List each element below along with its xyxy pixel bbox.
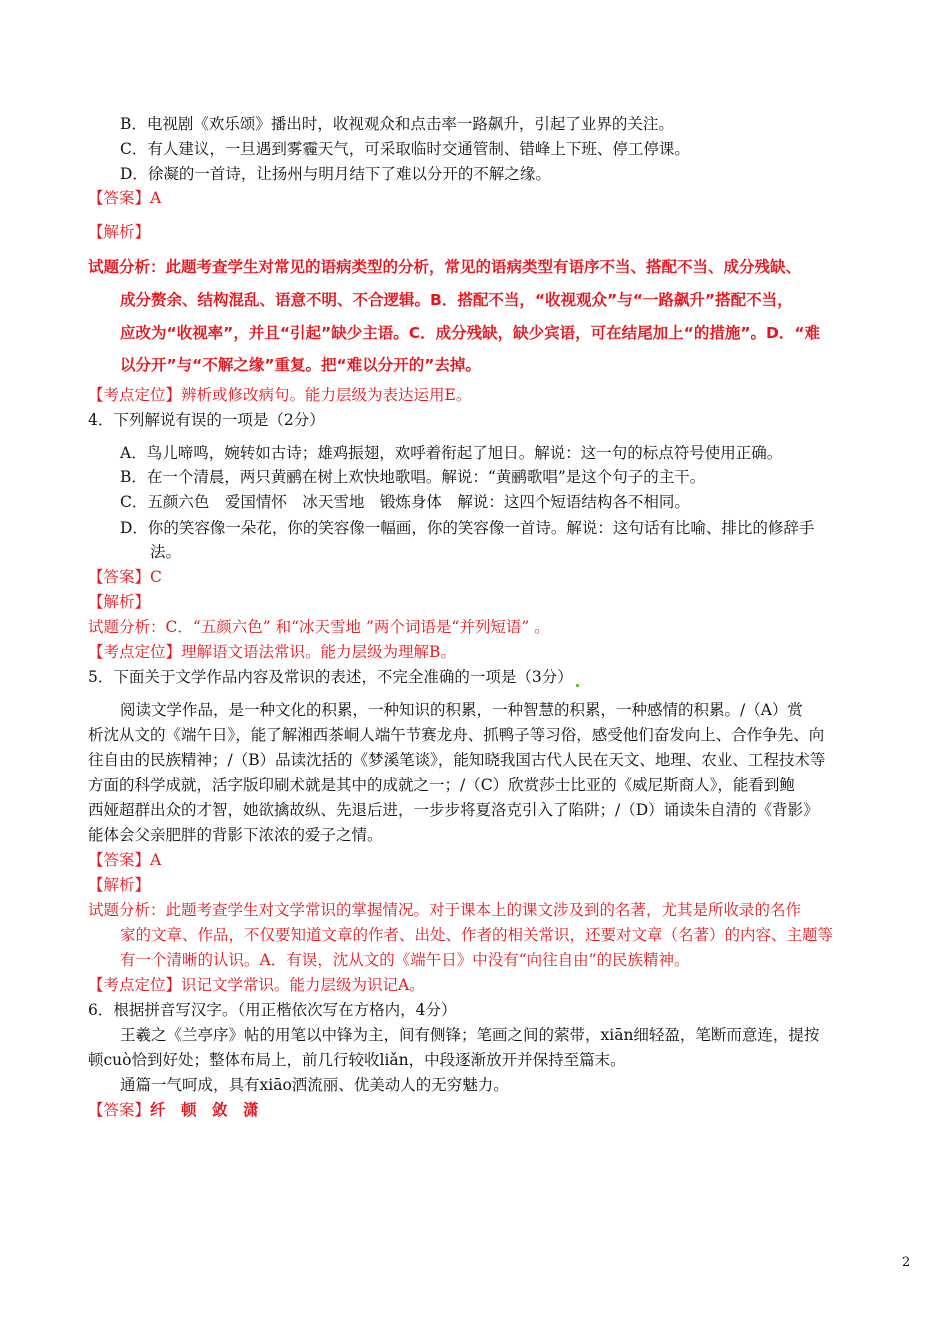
q6-stem: 6．根据拼音写汉字。（用正楷依次写在方格内，4分） bbox=[88, 1001, 457, 1019]
kaodian-label: 【考点定位】 bbox=[88, 976, 182, 994]
q4-analysis-label: 【解析】 bbox=[88, 593, 151, 611]
q3-analysis-line-4: 以分开”与“不解之缘”重复。把“难以分开的”去掉。 bbox=[120, 356, 481, 374]
answer-value: A bbox=[150, 189, 162, 207]
q3-analysis-line-3: 应改为“收视率”，并且“引起”缺少主语。C．成分残缺，缺少宾语，可在结尾加上“的措施”。D．“难 bbox=[120, 324, 821, 342]
q5-passage-line-2: 析沈从文的《端午日》，能了解湘西茶峒人端午节赛龙舟、抓鸭子等习俗，感受他们奋发向上、合作争先、向 bbox=[88, 726, 825, 744]
q5-analysis-line-3: 有一个清晰的认识。A．有误，沈从文的《端午日》中没有“向往自由”的民族精神。 bbox=[120, 951, 690, 969]
q4-option-b: B．在一个清晨，两只黄鹂在树上欢快地歌唱。解说：“黄鹂歌唱”是这个句子的主干。 bbox=[120, 468, 706, 486]
answer-label: 【答案】 bbox=[88, 1101, 151, 1119]
q5-passage-line-5: 西娅超群出众的才智，她欲擒故纵、先退后进，一步步将夏洛克引入了陷阱；/（D）诵读朱自清的《背影》 bbox=[88, 801, 819, 819]
q5-analysis-line-2: 家的文章、作品，不仅要知道文章的作者、出处、作者的相关常识，还要对文章（名著）的内容、主题等 bbox=[120, 926, 834, 944]
q6-passage-line-2: 顿cuò恰到好处；整体布局上，前几行较收liǎn，中段逐渐放开并保持至篇末。 bbox=[88, 1051, 626, 1069]
kaodian-label: 【考点定位】 bbox=[88, 643, 182, 661]
answer-label: 【答案】 bbox=[88, 568, 151, 586]
q5-passage-line-3: 往自由的民族精神；/（B）品读沈括的《梦溪笔谈》，能知晓我国古代人民在天文、地理、农业、工程技术等 bbox=[88, 751, 826, 769]
q3-answer bbox=[88, 188, 161, 208]
q6-passage-line-3: 通篇一气呵成，具有xiāo洒流丽、优美动人的无穷魅力。 bbox=[120, 1076, 509, 1094]
q5-stem-text: 5．下面关于文学作品内容及常识的表述，不完全准确的一项是（3分） bbox=[88, 668, 573, 686]
q5-passage-line-4: 方面的科学成就，活字版印刷术就是其中的成就之一；/（C）欣赏莎士比亚的《威尼斯商人》，能看到鲍 bbox=[88, 776, 795, 794]
q3-kaodian bbox=[88, 385, 471, 405]
q4-option-d-line-1: D．你的笑容像一朵花，你的笑容像一幅画，你的笑容像一首诗。解说：这句话有比喻、排比的修辞手 bbox=[120, 519, 815, 537]
kaodian-value: 辨析或修改病句。能力层级为表达运用E。 bbox=[181, 386, 472, 404]
q5-answer bbox=[88, 850, 161, 870]
q4-option-d-line-2: 法。 bbox=[150, 543, 182, 561]
answer-value: 纤 顿 敛 潇 bbox=[150, 1101, 259, 1119]
kaodian-value: 理解语文语法常识。能力层级为理解B。 bbox=[181, 643, 456, 661]
green-dot-mark bbox=[576, 684, 579, 687]
q5-kaodian bbox=[88, 975, 425, 995]
q3-option-c: C．有人建议，一旦遇到雾霾天气，可采取临时交通管制、错峰上下班、停工停课。 bbox=[120, 140, 690, 158]
page-number: 2 bbox=[902, 1255, 911, 1270]
q4-option-c: C．五颜六色 爱国情怀 冰天雪地 锻炼身体 解说：这四个短语结构各不相同。 bbox=[120, 493, 690, 511]
q5-passage-line-1: 阅读文学作品，是一种文化的积累，一种知识的积累，一种智慧的积累，一种感情的积累。/（A）赏 bbox=[120, 701, 803, 719]
answer-value: A bbox=[150, 851, 162, 869]
q4-kaodian bbox=[88, 642, 456, 662]
q3-option-d: D．徐凝的一首诗，让扬州与明月结下了难以分开的不解之缘。 bbox=[120, 165, 551, 183]
q4-answer bbox=[88, 567, 162, 587]
q3-analysis-label: 【解析】 bbox=[88, 223, 151, 241]
q4-analysis: 试题分析：C．“五颜六色” 和“冰天雪地 ”两个词语是“并列短语” 。 bbox=[88, 618, 550, 636]
q4-option-a: A．鸟儿啼鸣，婉转如古诗；雄鸡振翅，欢呼着衔起了旭日。解说：这一句的标点符号使用正确。 bbox=[120, 444, 783, 462]
q6-answer bbox=[88, 1100, 259, 1120]
q5-analysis-line-1: 试题分析：此题考查学生对文学常识的掌握情况。对于课本上的课文涉及到的名著，尤其是所收录的名作 bbox=[88, 901, 802, 919]
answer-value: C bbox=[150, 568, 162, 586]
kaodian-value: 识记文学常识。能力层级为识记A。 bbox=[181, 976, 425, 994]
kaodian-label: 【考点定位】 bbox=[88, 386, 182, 404]
q3-analysis-line-1: 试题分析：此题考查学生对常见的语病类型的分析，常见的语病类型有语序不当、搭配不当、成分残缺、 bbox=[88, 258, 802, 276]
q3-analysis-line-2: 成分赘余、结构混乱、语意不明、不合逻辑。B．搭配不当，“收视观众”与“一路飙升”搭配不当， bbox=[120, 291, 793, 309]
q5-passage-line-6: 能体会父亲肥胖的背影下浓浓的爱子之情。 bbox=[88, 826, 383, 844]
q5-analysis-label: 【解析】 bbox=[88, 876, 151, 894]
answer-label: 【答案】 bbox=[88, 189, 151, 207]
q4-stem: 4．下列解说有误的一项是（2分） bbox=[88, 411, 325, 429]
q6-passage-line-1: 王羲之《兰亭序》帖的用笔以中锋为主，间有侧锋；笔画之间的萦带，xiān细轻盈，笔断而意连，提按 bbox=[120, 1026, 820, 1044]
answer-label: 【答案】 bbox=[88, 851, 151, 869]
q3-option-b: B．电视剧《欢乐颂》播出时，收视观众和点击率一路飙升，引起了业界的关注。 bbox=[120, 115, 674, 133]
q5-stem bbox=[88, 667, 579, 687]
